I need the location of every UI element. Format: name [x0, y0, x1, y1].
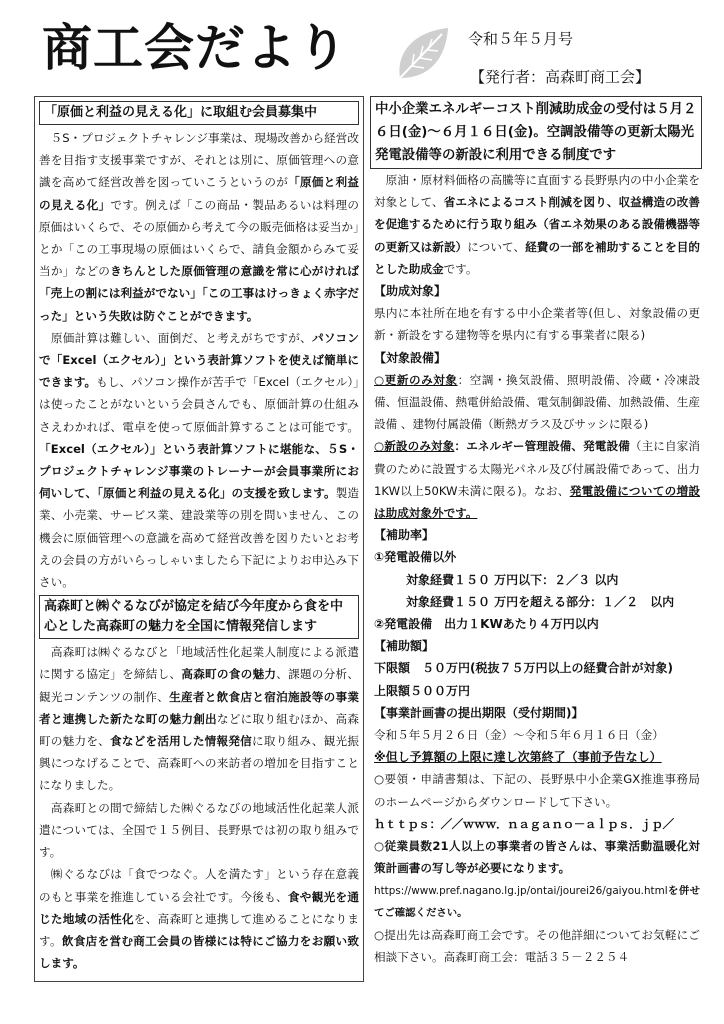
publisher: 【発行者：高森町商工会】: [470, 68, 651, 86]
rate-non-power: ①発電設備以外: [374, 550, 457, 565]
section-rate: 【補助率】: [374, 528, 435, 543]
paragraph-subsidy-intro: 原油・原材料価格の高騰等に直面する長野県内の中小企業を対象として、省エネによるコスト削減を図り、収益構造の改善を促進するために行う取り組み（省エネ効果のある設備機器等の更新又は新設）について、経費の一部を補助することを目的とした助成金です。: [374, 173, 700, 276]
page-title: 商工会だより: [42, 19, 348, 77]
equipment-update: ○更新のみ対象：空調・換気設備、照明設備、冷蔵・冷凍設備、恒温設備、熱電併給設備、電気制御設備、加熱設備、生産設備 、建物付属設備（断熱ガラス及びサッシに限る): [374, 372, 700, 432]
section-deadline: 【事業計画書の提出期限（受付期間)】: [374, 705, 584, 720]
paragraph-excel: 原価計算は難しい、面倒だ、と考えがちですが、パソコンで「Excel（エクセル）」という表計算ソフトを使えば簡単にできます。もし、パソコン操作が苦手で「Excel（エクセル）」は使ったことがないという会員さんでも、原価計算の仕組みさえわかれば、電卓を使って原価計算することは可能です。「Excel（エクセル）」という表計算ソフトに堪能な、５S・プロジェクトチャレンジ事業のトレーナーが会員事業所にお伺いして、「原価と利益の見える化」の支援を致します。製造業、小売業、サービス業、建設業等の別を問いません、この機会に原価管理への意識を高めて経営改善を図りたいとお考えの会員の方がいらっしゃいましたら下記によりお申込み下さい。: [39, 330, 359, 590]
section-equipment: 【対象設備】: [374, 350, 447, 365]
paragraph-agreement: 高森町は㈱ぐるなびと「地域活性化起業人制度による派遣に関する協定」を締結し、高森町の食の魅力、課題の分析、観光コンテンツの制作、生産者と飲食店と宿泊施設等の事業者と連携した新たな町の魅力創出などに取り組むほか、高森町の魅力を、食などを活用した情報発信に取り組み、観光振興につなげることで、高森町への来訪者の増加を目指すことになりました。: [39, 645, 359, 793]
deadline-note: ※但し予算額の上限に達し次第終了（事前予告なし）: [374, 750, 662, 765]
rate-under-150: 対象経費１５０ 万円以下：２／３ 以内: [406, 572, 619, 587]
deadline-period: 令和５年５月２６日（金）～令和５年６月１６日（金）: [374, 728, 664, 743]
headline-gurunavi: 高森町と㈱ぐるなびが協定を結び今年度から食を中心とした高森町の魅力を全国に情報発信します: [39, 595, 359, 639]
equipment-new: ○新設のみ対象：エネルギー管理設備、発電設備（主に自家消費のために設置する太陽光パネル及び付属設備であって、出力1KW以上50KW未満に限る)。なお、発電設備についての増設は助成対象外です。: [374, 439, 700, 521]
paragraph-gurunavi-mission: ㈱ぐるなびは「食でつなぐ。人を満たす」という存在意義のもと事業を推進している会社です。今後も、食や観光を通じた地域の活性化を、高森町と連携して進めることになります。飲食店を営む商工会員の皆様には特にご協力をお願い致します。: [39, 867, 359, 971]
left-column: [34, 96, 364, 982]
section-amount: 【補助額】: [374, 639, 435, 654]
issue-date: 令和５年５月号: [468, 30, 574, 48]
right-column: [370, 96, 704, 1014]
amount-max: 上限額５００万円: [374, 683, 471, 698]
paragraph-first-in-nagano: 高森町との間で締結した㈱ぐるなびの地域活性化起業人派遣については、全国で１５例目、長野県では初の取り組みです。: [39, 800, 359, 860]
submission-note: ○提出先は高森町商工会です。その他詳細についてお気軽にご相談下さい。高森町商工会：電話３５－２２５４: [374, 927, 700, 965]
employees-note: ○従業員数21人以上の事業者の皆さんは、事業活動温暖化対策計画書の写し等が必要になります。: [374, 839, 700, 876]
download-note: ○要領・申請書類は、下記の、長野県中小企業GX推進事務局のホームページからダウンロードして下さい。: [374, 772, 700, 809]
url-pref-nagano[interactable]: https://www.pref.nagano.lg.jp/ontai/jourei26/gaiyou.html: [374, 884, 668, 897]
leaf-icon: [392, 24, 454, 86]
eligible-text: 県内に本社所在地を有する中小企業者等(但し、対象設備の更新・新設をする建物等を県内に有する事業者に限る): [374, 306, 700, 343]
section-eligible: 【助成対象】: [374, 284, 447, 299]
rate-power: ②発電設備 出力１KWあたり４万円以内: [374, 617, 599, 632]
headline-energy-subsidy: 中小企業エネルギーコスト削減助成金の受付は５月２６日(金)～６月１６日(金)。空調設備等の更新太陽光発電設備等の新設に利用できる制度です: [370, 96, 702, 169]
headline-cost-visualization: 「原価と利益の見える化」に取組む会員募集中: [39, 101, 359, 125]
paragraph-intro: ５S・プロジェクトチャレンジ事業は、現場改善から経営改善を目指す支援事業ですが、それとは別に、原価管理への意識を高めて経営改善を図っていこうというのが「原価と利益の見える化」です。例えば「この商品・製品あるいは料理の原価はいくらで、その原価から考えて今の販売価格は妥当か」とか「この工事現場の原価はいくらで、請負金額からみて妥当か」などのきちんとした原価管理の意識を常に心がければ「売上の割には利益がでない」「この工事はけっきょく赤字だった」という失敗は防ぐことができます。: [39, 131, 359, 323]
amount-min: 下限額 ５０万円(税抜７５万円以上の経費合計が対象): [374, 661, 673, 676]
url-nagano-alps[interactable]: ｈｔｔｐｓ：／／ｗｗｗ．ｎａｇａｎｏ－ａｌｐｓ．ｊｐ／: [374, 816, 674, 831]
rate-over-150: 対象経費１５０ 万円を超える部分：１／２ 以内: [406, 594, 675, 609]
pref-url-line: https://www.pref.nagano.lg.jp/ontai/jourei26/gaiyou.htmlを併せてご確認ください。: [374, 884, 700, 919]
